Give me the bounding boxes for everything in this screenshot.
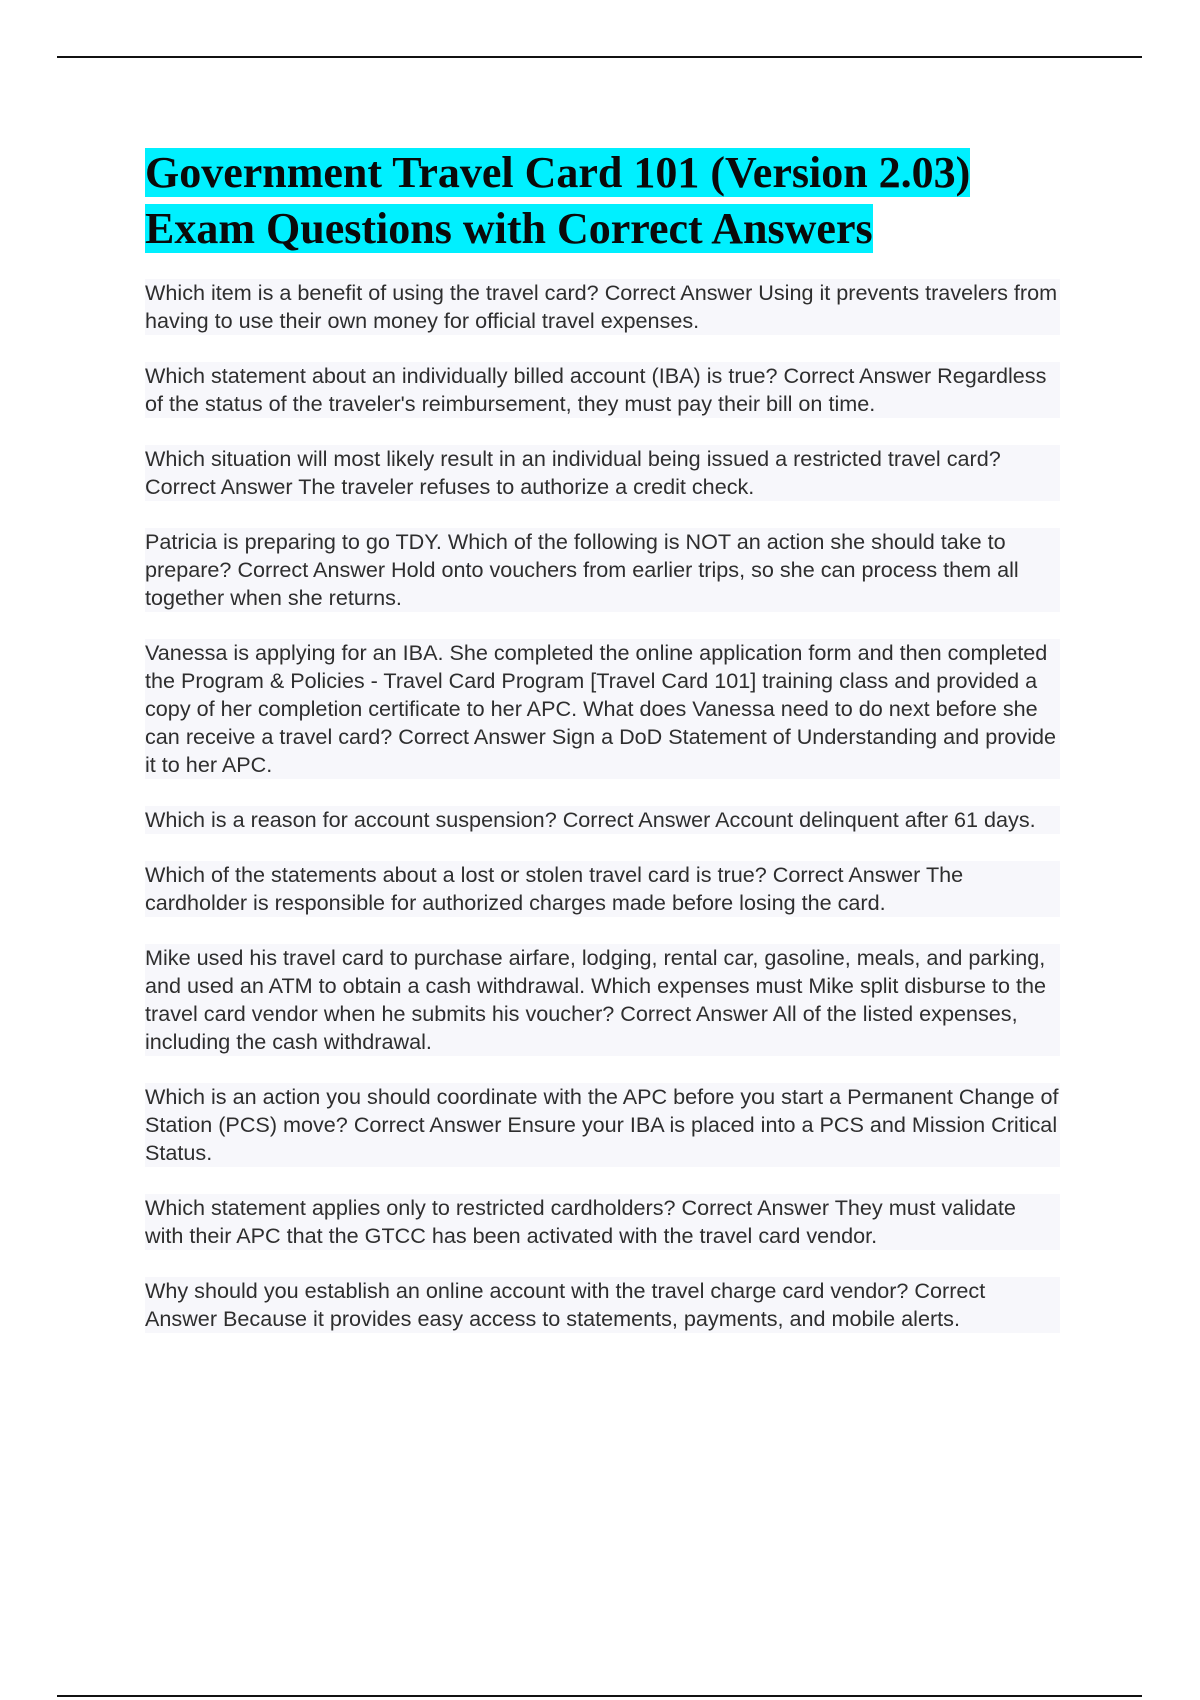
qa-item: Which is an action you should coordinate with the APC before you start a Permanent Change of Station (PCS) move? Correct Answer Ensure your IBA is placed into a PCS and Mission Critical Status. [145, 1084, 1059, 1165]
qa-item: Which statement about an individually billed account (IBA) is true? Correct Answer Regardless of the status of the traveler's reimbursement, they must pay their bill on time. [145, 362, 1060, 418]
bottom-rule [57, 1695, 1142, 1697]
top-rule [57, 56, 1142, 58]
document-body [145, 145, 1060, 1360]
qa-item: Vanessa is applying for an IBA. She completed the online application form and then completed the Program & Policies - Travel Card Program [Travel Card 101] training class and provided a copy of her completion certificate to her APC. What does Vanessa need to do next before she can receive a travel card? Correct Answer Sign a DoD Statement of Understanding and provide it to her APC. [145, 639, 1060, 779]
document-title [145, 145, 1060, 257]
qa-item: Which of the statements about a lost or stolen travel card is true? Correct Answer The cardholder is responsible for authorized charges made before losing the card. [145, 861, 1060, 917]
qa-list [145, 279, 1060, 1333]
qa-item: Why should you establish an online account with the travel charge card vendor? Correct Answer Because it provides easy access to statements, payments, and mobile alerts. [145, 1277, 1060, 1333]
qa-item: Which is a reason for account suspension? Correct Answer Account delinquent after 61 days. [145, 806, 1060, 834]
qa-item: Which situation will most likely result in an individual being issued a restricted travel card? Correct Answer The traveler refuses to authorize a credit check. [145, 445, 1060, 501]
qa-item: Which item is a benefit of using the travel card? Correct Answer Using it prevents travelers from having to use their own money for official travel expenses. [145, 279, 1060, 335]
title-line-1: Government Travel Card 101 (Version 2.03) [145, 148, 971, 197]
qa-item: Which statement applies only to restricted cardholders? Correct Answer They must validate with their APC that the GTCC has been activated with the travel card vendor. [145, 1194, 1060, 1250]
qa-item: Mike used his travel card to purchase airfare, lodging, rental car, gasoline, meals, and parking, and used an ATM to obtain a cash withdrawal. Which expenses must Mike split disburse to the travel card vendor when he submits his voucher? Correct Answer All of the listed expenses, including the cash withdrawal. [145, 944, 1060, 1056]
title-line-2: Exam Questions with Correct Answers [145, 204, 873, 253]
qa-item: Patricia is preparing to go TDY. Which of the following is NOT an action she should take to prepare? Correct Answer Hold onto vouchers from earlier trips, so she can process them all together when she returns. [145, 528, 1060, 612]
